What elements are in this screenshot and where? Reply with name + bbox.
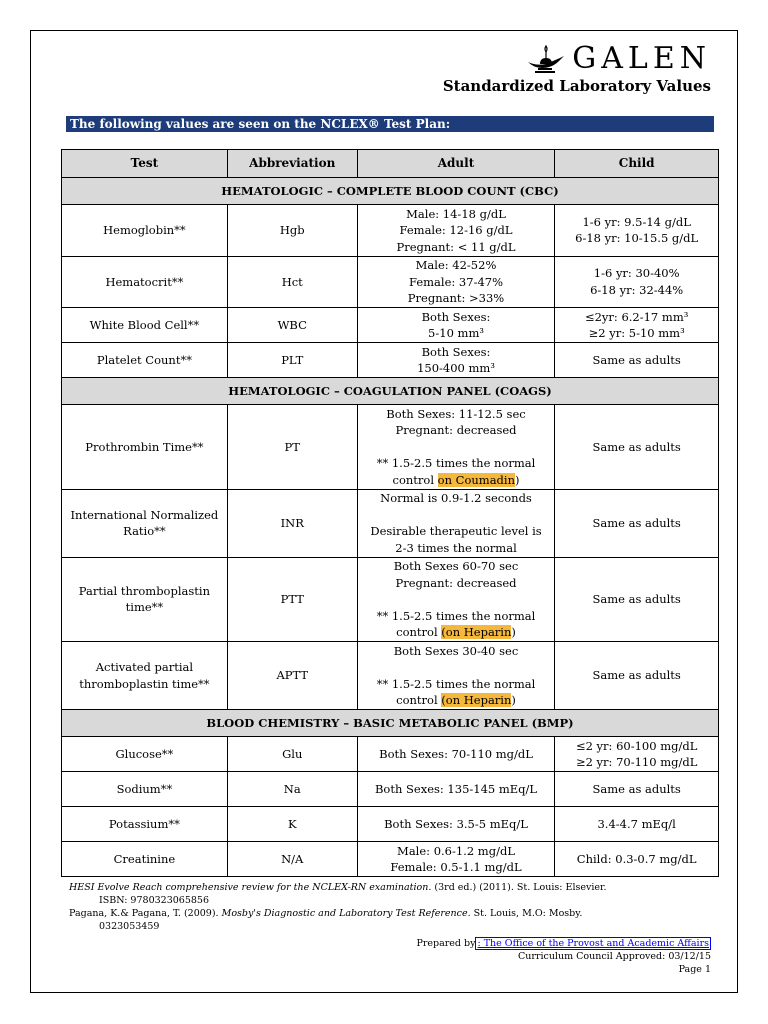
section-header-row	[62, 378, 719, 405]
highlighted-text: (on Heparin	[441, 693, 512, 707]
table-row	[62, 842, 719, 877]
abbreviation-cell: WBC	[227, 308, 357, 343]
cell-line: Female: 37-47%	[409, 274, 504, 289]
table-row	[62, 642, 719, 710]
adult-value-cell	[357, 308, 555, 343]
cell-line: Female: 0.5-1.1 mg/dL	[390, 860, 522, 874]
cell-line: Same as adults	[592, 352, 681, 367]
section-title: HEMATOLOGIC – COMPLETE BLOOD COUNT (CBC)	[62, 178, 719, 205]
reference-1: HESI Evolve Reach comprehensive review for the NCLEX-RN examination. (3rd ed.) (2011). St. Louis: Elsevier.	[69, 882, 607, 893]
cell-line: ≥2 yr: 5-10 mm³	[588, 326, 685, 340]
test-name-cell: Sodium**	[62, 772, 228, 807]
cell-line: 150-400 mm³	[417, 361, 495, 375]
child-value-cell	[555, 737, 719, 772]
references	[69, 881, 607, 933]
cell-line: 1-6 yr: 30-40%	[593, 266, 680, 281]
abbreviation-cell: PLT	[227, 343, 357, 378]
adult-value-cell	[357, 557, 555, 642]
test-name-cell: Activated partial thromboplastin time**	[62, 642, 228, 710]
adult-value-cell	[357, 807, 555, 842]
test-name-cell: Platelet Count**	[62, 343, 228, 378]
cell-line	[361, 591, 552, 608]
cell-line: ≤2 yr: 60-100 mg/dL	[575, 738, 698, 753]
abbreviation-cell: Glu	[227, 737, 357, 772]
cell-line: Both Sexes 30-40 sec	[393, 643, 519, 658]
table-row	[62, 489, 719, 557]
cell-line: ** 1.5-2.5 times the normal	[376, 608, 536, 623]
page-number: Page 1	[678, 964, 711, 975]
table-row	[62, 807, 719, 842]
cell-line: ** 1.5-2.5 times the normal	[376, 456, 536, 470]
adult-value-cell	[357, 343, 555, 378]
cell-line: Normal is 0.9-1.2 seconds	[380, 491, 532, 505]
approval-date: Curriculum Council Approved: 03/12/15	[517, 951, 711, 962]
lab-values-table	[61, 149, 719, 877]
cell-line: Both Sexes 60-70 sec	[393, 559, 519, 573]
reference-1-isbn: ISBN: 9780323065856	[99, 895, 210, 906]
abbreviation-cell: Hgb	[227, 205, 357, 257]
child-value-cell	[555, 489, 719, 557]
abbreviation-cell: Hct	[227, 256, 357, 308]
cell-line: 3.4-4.7 mEq/l	[597, 816, 676, 831]
cell-line: Pregnant: decreased	[395, 575, 517, 590]
test-name-cell: Glucose**	[62, 737, 228, 772]
section-title: BLOOD CHEMISTRY – BASIC METABOLIC PANEL (BMP)	[62, 710, 719, 737]
nclex-banner: The following values are seen on the NCLEX® Test Plan:	[66, 116, 714, 132]
test-name-cell: Partial thromboplastin time**	[62, 557, 228, 642]
cell-line	[361, 659, 552, 676]
cell-line: Male: 0.6-1.2 mg/dL	[397, 843, 515, 858]
oil-lamp-icon	[526, 44, 566, 74]
child-value-cell	[555, 308, 719, 343]
cell-line: Same as adults	[592, 781, 681, 796]
section-title: HEMATOLOGIC – COAGULATION PANEL (COAGS)	[62, 378, 719, 405]
abbreviation-cell: PTT	[227, 557, 357, 642]
page-subtitle: Standardized Laboratory Values	[442, 77, 711, 95]
table-row	[62, 557, 719, 642]
test-name-cell: International Normalized Ratio**	[62, 489, 228, 557]
cell-line: Same as adults	[592, 592, 681, 606]
child-value-cell	[555, 256, 719, 308]
section-header-row	[62, 178, 719, 205]
child-value-cell	[555, 842, 719, 877]
test-name-cell: Hemoglobin**	[62, 205, 228, 257]
table-row	[62, 308, 719, 343]
adult-value-cell	[357, 642, 555, 710]
abbreviation-cell: APTT	[227, 642, 357, 710]
adult-value-cell	[357, 737, 555, 772]
highlighted-text: on Coumadin	[437, 472, 515, 487]
abbreviation-cell: INR	[227, 489, 357, 557]
table-row	[62, 405, 719, 490]
cell-line: control (on Heparin)	[396, 693, 516, 707]
document-page	[30, 30, 738, 993]
abbreviation-cell: N/A	[227, 842, 357, 877]
cell-line: control (on Heparin)	[396, 625, 516, 639]
cell-line: Child: 0.3-0.7 mg/dL	[576, 851, 697, 866]
cell-line: Both Sexes: 135-145 mEq/L	[374, 781, 538, 796]
cell-line: 6-18 yr: 32-44%	[590, 282, 684, 297]
cell-line: Same as adults	[592, 515, 681, 530]
table-row	[62, 343, 719, 378]
column-header: Test	[62, 150, 228, 178]
table-header-row	[62, 150, 719, 178]
child-value-cell	[555, 343, 719, 378]
cell-line: control on Coumadin)	[392, 472, 520, 487]
cell-line: Both Sexes: 11-12.5 sec	[386, 406, 526, 421]
test-name-cell: Prothrombin Time**	[62, 405, 228, 490]
cell-line: ≥2 yr: 70-110 mg/dL	[575, 755, 698, 769]
footer	[416, 937, 711, 976]
test-name-cell: White Blood Cell**	[62, 308, 228, 343]
cell-line: 2-3 times the normal	[395, 540, 517, 555]
adult-value-cell	[357, 489, 555, 557]
cell-line: Same as adults	[592, 439, 681, 454]
cell-line: 5-10 mm³	[428, 326, 484, 340]
test-name-cell: Hematocrit**	[62, 256, 228, 308]
reference-2: Pagana, K.& Pagana, T. (2009). Mosby's Diagnostic and Laboratory Test Reference. St. Louis, M.O: Mosby.	[69, 908, 583, 919]
cell-line	[361, 507, 552, 524]
cell-line: ≤2yr: 6.2-17 mm³	[584, 309, 689, 324]
abbreviation-cell: PT	[227, 405, 357, 490]
cell-line: 6-18 yr: 10-15.5 g/dL	[575, 231, 699, 246]
cell-line: ** 1.5-2.5 times the normal	[376, 676, 536, 691]
abbreviation-cell: K	[227, 807, 357, 842]
galen-logo	[526, 41, 711, 76]
cell-line: Female: 12-16 g/dL	[399, 223, 513, 237]
highlighted-text: (on Heparin	[441, 625, 512, 639]
adult-value-cell	[357, 772, 555, 807]
provost-office-link[interactable]: : The Office of the Provost and Academic Affairs	[477, 938, 709, 949]
table-row	[62, 256, 719, 308]
child-value-cell	[555, 557, 719, 642]
cell-line: Male: 42-52%	[415, 258, 497, 272]
child-value-cell	[555, 405, 719, 490]
cell-line: Pregnant: < 11 g/dL	[396, 239, 516, 254]
column-header: Adult	[357, 150, 555, 178]
adult-value-cell	[357, 842, 555, 877]
cell-line	[361, 439, 552, 456]
cell-line: Both Sexes: 3.5-5 mEq/L	[384, 816, 528, 831]
reference-2-isbn: 0323053459	[99, 921, 160, 932]
logo-text: GALEN	[572, 41, 711, 76]
cell-line: Both Sexes:	[421, 344, 491, 359]
adult-value-cell	[357, 405, 555, 490]
child-value-cell	[555, 807, 719, 842]
cell-line: Desirable therapeutic level is	[370, 524, 542, 538]
table-row	[62, 205, 719, 257]
cell-line: Male: 14-18 g/dL	[406, 206, 506, 221]
adult-value-cell	[357, 256, 555, 308]
test-name-cell: Creatinine	[62, 842, 228, 877]
child-value-cell	[555, 772, 719, 807]
table-row	[62, 772, 719, 807]
cell-line: Pregnant: >33%	[407, 291, 505, 305]
column-header: Child	[555, 150, 719, 178]
child-value-cell	[555, 205, 719, 257]
section-header-row	[62, 710, 719, 737]
column-header: Abbreviation	[227, 150, 357, 178]
cell-line: 1-6 yr: 9.5-14 g/dL	[582, 214, 691, 229]
cell-line: Pregnant: decreased	[395, 423, 517, 437]
prepared-by: Prepared by : The Office of the Provost and Academic Affairs	[416, 938, 709, 949]
cell-line: Both Sexes:	[421, 309, 491, 324]
child-value-cell	[555, 642, 719, 710]
test-name-cell: Potassium**	[62, 807, 228, 842]
cell-line: Both Sexes: 70-110 mg/dL	[379, 746, 533, 761]
abbreviation-cell: Na	[227, 772, 357, 807]
cell-line: Same as adults	[592, 668, 681, 683]
adult-value-cell	[357, 205, 555, 257]
table-row	[62, 737, 719, 772]
